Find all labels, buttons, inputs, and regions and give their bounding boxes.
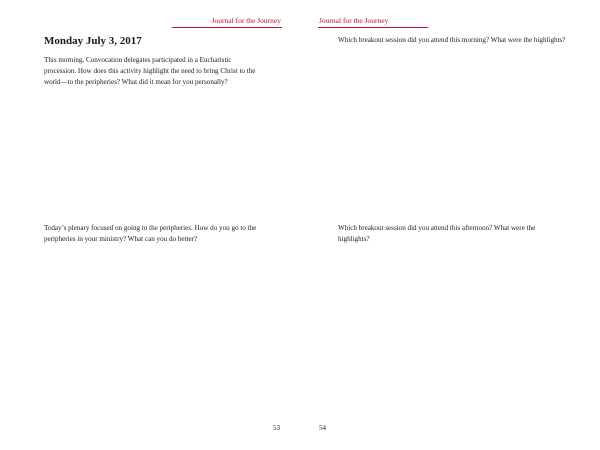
journal-prompt-plenary: Today’s plenary focused on going to the peripheries. How do you go to the peripheries in your ministry? What can you do better? (44, 224, 257, 243)
right-page (300, 0, 600, 450)
header-rule-left (172, 27, 282, 28)
journal-prompt-procession: This morning, Convocation delegates participated in a Eucharistic procession. How does this activity highlight the need to bring Christ to the world—to the peripheries? What did it mean for you personally? (44, 56, 256, 86)
running-head-left: Journal for the Journey (211, 16, 281, 25)
journal-prompt-morning-session: Which breakout session did you attend this morning? What were the highlights? (338, 36, 566, 44)
running-head-right: Journal for the Journey (319, 16, 389, 25)
date-heading: Monday July 3, 2017 (44, 35, 142, 47)
header-rule-right (318, 27, 428, 28)
page-number-left: 53 (273, 424, 280, 432)
page-number-right: 54 (319, 424, 326, 432)
journal-prompt-afternoon-session: Which breakout session did you attend this afternoon? What were the highlights? (338, 224, 536, 243)
